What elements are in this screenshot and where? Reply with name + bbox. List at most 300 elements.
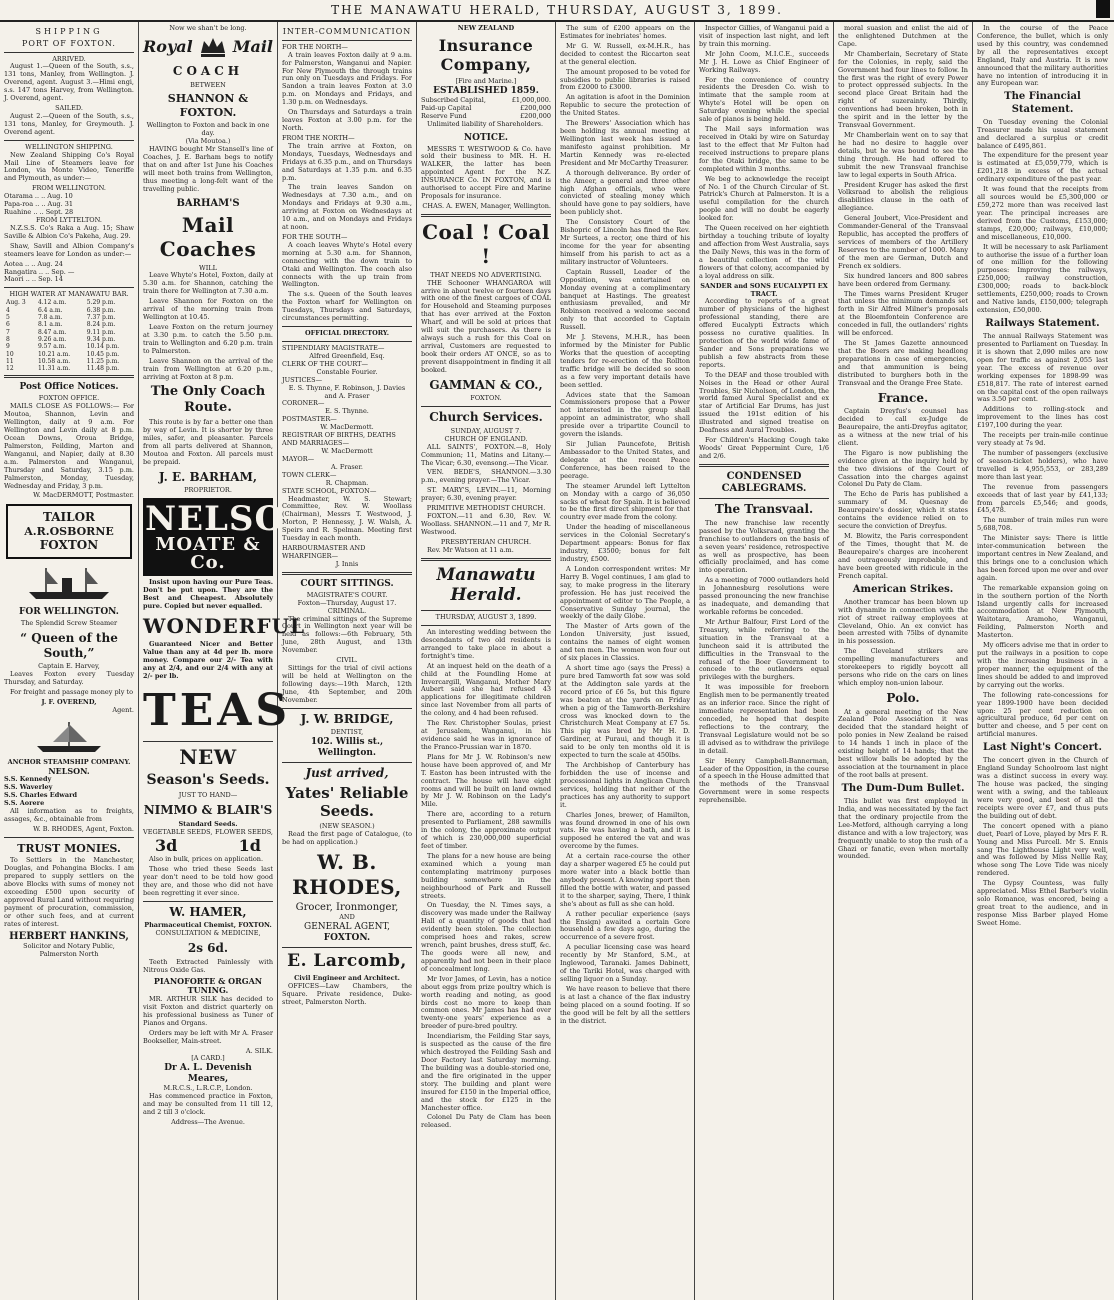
c8-article-18: The Gypsy Countess, was fully appreciated. Miss Ethel Barber's violin solo Romance, was encored, being a great treat to the audience, and in response Miss Barber played Home Sweet Home. [977, 879, 1108, 927]
catalogue-text: Read the first page of Catalogue, (to be had on application.) [282, 830, 412, 847]
steamship-icon [4, 563, 134, 603]
c5-article-11: Sir Julian Pauncefote, British Ambassador to the United States, and delegate at the recent Peace Conference, has been raised to the peerage. [560, 440, 690, 480]
nimmo-blair: NIMMO & BLAIR'S [143, 803, 273, 817]
c7-article-7: The Times warns President Kruger that unless the minimum demands set forth in Sir Alfred Milner's proposals at the Bloemfontein Conference are conceded in full, the outlanders' rights will be enforced. [838, 289, 968, 338]
tide-cell: 6.38 p.m. [86, 306, 116, 314]
primitive-heading: PRIMITIVE METHODIST CHURCH. [426, 504, 546, 513]
thursday-text: On Thursdays and Saturdays a train leaves Foxton at 3.00 p.m. for the North. [282, 108, 412, 132]
tide-cell: 10.45 p.m. [86, 350, 120, 358]
article-8: Mr Ivor James, of Levin, has a notice about eggs from prize poultry which is worth reading and noting, as good birds cost no more to keep than common ones. Mr James has had over twenty-one years' experience as a breeder of pure-bred poultry. [421, 974, 551, 1031]
rhodes-foxton: FOXTON. [323, 933, 371, 944]
c7-article-14: The Cleveland strikers are compelling manufacturers and storekeepers to rigidly boycott all persons who ride on the cars on lines which employ non-union labour. [838, 647, 968, 687]
proprietor-word: PROPRIETOR. [184, 486, 232, 495]
tide-cell: 8.24 p.m. [86, 321, 116, 329]
c5-article-12: The steamer Arundel left Lyttelton on Monday with a cargo of 36,050 sacks of wheat for Spain. It is believed to be the first direct shipment for that country ever made from the colony. [560, 481, 690, 522]
dumdum-heading: The Dum-Dum Bullet. [841, 782, 965, 794]
tide-cell: 10.21 a.m. [37, 350, 71, 358]
tide-cell: 8 [6, 335, 10, 343]
tailor-line-2: A.R.OSBORNE [24, 525, 114, 539]
c5-article-14: A London correspondent writes: Mr Harry B. Vogel continues, I am glad to say, to make progress in the literary profession. He has just received the appointment of editor to The People, a Conservative Sunday journal, the weekly of the daily Globe. [560, 564, 690, 621]
c8-article-8: The receipts per train-mile continue very steady at 7s 9d. [977, 431, 1108, 448]
capital-cell: Reserve Fund [421, 111, 467, 120]
tide-row [4, 329, 134, 336]
railways-heading: Railways Statement. [985, 317, 1100, 329]
column-6 [695, 22, 834, 1300]
insurance-heading: Insurance Company, [438, 35, 534, 75]
tide-cell: Aug. 3 [6, 299, 26, 307]
tide-cell: 11.48 p.m. [86, 365, 120, 373]
hamer-name: W. HAMER, [169, 904, 247, 919]
postmaster-signature: W. MacDERMOTT, Postmaster. [33, 491, 134, 500]
leave-3: Leave Foxton on the return journey at 3.30 p.m. to catch the 5.50 p.m. train to Wellington and 6.20 p.m. train to Palmerston. [143, 323, 273, 355]
civil-text: Sittings for the trial of civil actions will be held at Wellington on the following days:—19th March, 12th June, 4th September, and 20th November. [282, 664, 412, 704]
coach-word: COACH [172, 63, 244, 78]
ship-list-1 [4, 193, 134, 217]
tide-cell: 5 [6, 313, 10, 321]
leave-1: Leave Whyte's Hotel, Foxton, daily at 5.30 a.m. for Shannon, catching the train there for Wellington at 7.30 a.m. [143, 271, 273, 296]
c6-article-11: As a meeting of 7000 outlanders held in Johannesburg resolutions were passed pronouncing the new franchise as inadequate, and demanding that workable reforms be conceded. [699, 576, 829, 616]
route-sub: Wellington to Foxton and back in one day. [146, 121, 270, 138]
presb-heading: PRESBYTERIAN CHURCH. [440, 537, 532, 546]
article-3: The Rev. Christopher Soulas, priest at Jerusalem, Wanganui, in his evidence said he was in ignorance of the Franco-Prussian war in 1870. [421, 719, 551, 751]
town-clerk-label: TOWN CLERK— [282, 470, 337, 479]
france-heading: France. [877, 390, 929, 405]
c5-article-9: Mr J. Stevens, M.H.R., has been informed by the Minister for Public Works that the question of accepting tenders for re-erection of the Rollton traffic bridge will be decided so soon as a few very important details have been settled. [560, 333, 690, 389]
c8-article-9: The number of passengers (exclusive of season-ticket holders), who have travelled is 4,955,553, or 283,289 more than last year. [977, 448, 1108, 481]
nelson-heading: NELSON. [48, 765, 90, 776]
foxton-date: Foxton—Thursday, August 17. [297, 598, 397, 607]
tide-cell: 10.14 p.m. [86, 343, 120, 351]
larcomb-sub: Civil Engineer and Architect. [294, 973, 400, 982]
presb-text: Rev. Mr Watson at 11 a.m. [427, 545, 514, 554]
piano-heading: PIANOFORTE & ORGAN TUNING. [153, 975, 263, 996]
anchor-ships [4, 776, 134, 808]
c7-article-16: This bullet was first employed in India, and was necessitated by the fact that the ordinary projectile from the Lee-Metford, although carrying a long distance and with a low trajectory, was frequently unable to stop the rush of a Ghazi or fanatic, even when mortally wounded. [838, 796, 968, 861]
tide-cell: 9 [6, 343, 10, 351]
c7-article-4: President Kruger has asked the first Volksraad to abolish the religious disabilities clause in the oath of allegiance. [838, 180, 968, 213]
c8-article-5: It will be necessary to ask Parliament to authorise the issue of a further loan of one million for the following purposes: Improving the railways, £250,000; railway construction, £300,000; roads to back-block settlements, £250,000; roads to Crown and Native lands, £150,000; telegraph extension, £50,000. [977, 242, 1108, 314]
c7-article-5: General Joubert, Vice-President and Commander-General of the Transvaal Republic, has accepted the proffers of services of members of the Artillery Reserves to the number of 1000. Many of the men are German, Dutch and French ex soldiers. [838, 214, 968, 270]
tide-cell: 8.47 a.m. [37, 328, 67, 336]
c8-article-3: The expenditure for the present year is estimated at £5,059,779, which is £201,218 in excess of the actual ordinary expenditure of the past year. [977, 151, 1108, 184]
c5-article-2: Mr G. W. Russell, ex-M.H.R., has decided to contest the Riccarton seat at the general election. [560, 41, 690, 66]
c8-article-14: My officers advise me that in order to put the railways in a position to cope with the increasing business in a proper manner, the equipment of the lines should be added to and improved by carrying out the works. [977, 641, 1108, 689]
coroner-label: CORONER— [282, 399, 325, 408]
devenish-text: Has commenced practice in Foxton, and may be consulted from 11 till 12, and 2 till 3 o'clock. [143, 1092, 273, 1117]
veg-price: 3d [155, 836, 178, 856]
c8-article-13: The remarkable expansion going on in the southern portion of the North Island urgently calls for increased accommodation at New Plymouth, Waitotara, Aramoho, Wanganui, Feilding, Palmerston North and Masterton. [977, 583, 1108, 640]
ship-list-2 [4, 261, 134, 285]
tide-cell: 12 [6, 365, 14, 373]
c5-article-10: Advices state that the Samoan Commissioners propose that a Power not interested in the group shall appoint an administrator, who shall preside over a tripartite Council to govern the islands. [560, 390, 690, 439]
those-text: Those who tried these Seeds last year don't need to be told how good they are, and those who did not have been regretting it ever since. [143, 864, 273, 897]
postmaster-name: W. MacDermott. [320, 423, 374, 432]
school-text: Headmaster, W. S. Stewart; Committee, Rev. W. Woollass (Chairman), Messrs T. Westwood, J. Morton, P. Hennessy, J. W. Walsh, A. Speirs and R. Spelman. Meeting first Tuesday in each month. [282, 494, 412, 543]
anchor-text: All information as to freights, assages, &c., obtainable from [4, 807, 134, 823]
herald-date: THURSDAY, AUGUST 3, 1899. [435, 613, 537, 622]
c8-article-15: The following rate-concessions for year 1899-1900 have been decided upon: 25 per cent reduction on agricultural produce, 6d per cent on butter and cheese, and 5 per cent on artificial manures. [977, 690, 1108, 739]
captain: Captain E. Harvey, [38, 662, 100, 671]
south-heading: FOR THE SOUTH— [282, 232, 348, 241]
capital-cell: £200,000 [519, 111, 551, 120]
crown-icon [198, 35, 228, 59]
england-heading: CHURCH OF ENGLAND. [444, 434, 528, 443]
clerk-label: CLERK OF THE COURT— [282, 359, 368, 368]
mayor-name: A. Fraser. [331, 462, 363, 471]
coal-heading: Coal ! Coal ! [422, 219, 550, 269]
school-label: STATE SCHOOL, FOXTON— [282, 486, 377, 495]
nz-heading: NEW ZEALAND [457, 24, 515, 32]
silk-text: MR. ARTHUR SILK has decided to visit Foxton and district quarterly on his professional business as Tuner of Pianos and Organs. [143, 995, 273, 1027]
wonderful-word: WONDERFUL [143, 613, 306, 638]
consult-price: 2s 6d. [187, 941, 229, 956]
between-word: BETWEEN [190, 80, 226, 89]
c6-article-5: We beg to acknowledge the receipt of No. 1 of the Church Circular of St. Patrick's Church at Palmerston. It is a useful compilation for the church people and will no doubt be eagerly looked for. [699, 174, 829, 223]
orders-text: Orders may be left with Mr A. Fraser Bookseller, Main-street. [143, 1028, 273, 1045]
c7-article-2: Mr Chamberlain, Secretary of State for the Colonies, in reply, said the Government had four lines to follow. In the first was the right of every Power to protect oppressed subjects. In the second place Great Britain had the right of suzerainty. Thirdly, conventions had been broken, both in the spirit and in the letter by the Transvaal Government. [838, 49, 968, 130]
tide-cell: 9.34 p.m. [86, 335, 116, 343]
concert-heading: Last Night's Concert. [983, 742, 1102, 754]
c6-article-1: Inspector Gillies, of Wanganui paid a visit of inspection last night, and left by train this morning. [699, 24, 829, 48]
flower-label: FLOWER SEEDS, [215, 827, 273, 836]
standard-seeds: Standard Seeds. [178, 819, 238, 828]
coal-text: THE Schooner WHANGAROA will arrive in about twelve or fourteen days with one of the finest cargoes of COAL for Household and Steaming purposes that has ever arrived at the Foxton Wharf, and will be sold at prices that will suit the purchasers. As there is always such a rush for this Coal on arrival, Customers are requested to book their orders AT ONCE, so as to prevent disappointment in finding it all booked. [421, 278, 551, 374]
polo-heading: Polo. [886, 690, 920, 705]
sailing-ship-icon [4, 717, 134, 757]
tide-row [4, 299, 134, 306]
c5-article-16: A short time ago (says the Press) a pure bred Tamworth fat sow was sold at the Addington sale yards at the record price of £6 5s, but this figure was beaten at the yards on Friday when a pig of the Tamworth-Berkshire cross was knocked down to the Christchurch Meat Company at £7 5s. This pig was bred by Mr H. D. Gardiner, at Puraui, and though it is said to be only ten months old it is expected to turn the scale at 450lbs. [560, 663, 690, 760]
arrived-text: August 1.—Queen of the South, s.s., 131 tons, Manley, from Wellington. J. Overend, agent. August 3.—Himi engi, s.s. 147 tons Harvey, from Wellington. J. Overend, agent. [4, 62, 134, 103]
sander-heading: SANDER and SONS EUCALYPTI EX TRACT. [700, 281, 828, 298]
just-arrived: Just arrived, [305, 766, 389, 781]
leaves-text: Leaves Foxton every Tuesday Thursday, and Saturday. [4, 670, 134, 687]
tide-cell: 10.58 a.m. [37, 357, 71, 365]
via-text: (Via Moutoa.) [185, 137, 231, 146]
anchor-ship-entry: S.S. Charles Edward [4, 791, 78, 800]
c8-article-12: The Minister says: There is little inter-communication between the important centres in New Zealand, and this brings one to a conclusion which has been forced upon me over and over again. [977, 534, 1108, 582]
column-7 [834, 22, 973, 1300]
card-label: [A CARD.] [191, 1054, 225, 1063]
mail-word: Mail [232, 37, 273, 57]
trust-heading: TRUST MONIES. [17, 841, 121, 855]
all-saints: ALL SAINTS', FOXTON.—8, Holy Communion; 11, Matins and Litany.—The Vicar; 6.30, evensong.—The Vicar. [421, 442, 551, 467]
financial-heading: The Financial Statement. [1004, 91, 1081, 115]
c6-article-3: For the convenience of country residents the Dresden Co. wish to intimate that the sample room at Whyte's Hotel will be open on Saturday evening while the special sale of pianos is being held. [699, 75, 829, 124]
tide-cell: 7.37 p.m. [86, 313, 116, 321]
mail-coaches: Mail Coaches [159, 212, 257, 262]
tide-cell: 4 [6, 306, 10, 314]
tide-cell: 5.29 p.m. [86, 299, 116, 307]
tide-cell: 9.26 a.m. [37, 335, 67, 343]
postmaster-label: POSTMASTER— [282, 415, 337, 424]
c8-article-2: On Tuesday evening the Colonial Treasurer made his usual statement and declared a surplus or credit balance of £495,861. [977, 117, 1108, 150]
tide-row [4, 343, 134, 350]
unlimited-text: Unlimited liability of Shareholders. [427, 119, 544, 128]
c8-article-10: The revenue from passengers exceeds that of last year by £41,133; from parcels £5,546; and goods, £45,478. [977, 482, 1108, 515]
strikes-heading: American Strikes. [852, 583, 954, 595]
c8-article-1: In the course of the Peace Conference, the bullet, which is only used by this country, was condemned by all the representatives except England, Italy and Austria. It is now announced that the military authorities have no intention of introducing it in any European war. [977, 24, 1108, 88]
c7-article-1: moral suasion and enlist the aid of the enlightened Dutchmen at the Cape. [838, 24, 968, 48]
c6-article-2: Mr John Coom, M.I.C.E., succeeds Mr J. H. Lowe as Chief Engineer of Working Railways. [699, 49, 829, 74]
nelson-text: Insist upon having our Pure Teas. Don't be put upon. They are the Best and Cheapest. Absolutely pure. Copied but never equalled. [143, 578, 273, 611]
mayor-label: MAYOR— [282, 454, 315, 463]
article-7: On Tuesday, the N. Times says, a discovery was made under the Railway Hall of a quantity of goods that had evidently been stolen. The collection comprised hoes and rakes, screw wrench, paint brushes, dress stuff, &c. The goods were all new, and apparently had not been in their place of concealment long. [421, 901, 551, 973]
article-5: There are, according to a return presented to Parliament, 288 sawmills in the colony, the approximate output of which is 230,000,000 superficial feet of timber. [421, 810, 551, 850]
bulk-text: Also in bulk, prices on application. [149, 854, 264, 863]
article-4: Plans for Mr J. W. Robinson's new house have been approved of, and Mr T. Easton has been intrusted with the contract. The house will have eight rooms and will be built on land owned by Mr J. W. Robinson on the Lady's Mile. [421, 752, 551, 809]
marys: ST. MARY'S, LEVIN.—11, Morning prayer; 6.30, evening prayer. [421, 486, 551, 503]
new-word: NEW [179, 744, 237, 769]
sailed-text: August 2.—Queen of the South, s.s., 131 tons, Manley, for Greymouth. J. Overend agent. [4, 111, 134, 136]
stipendiary-label: STIPENDIARY MAGISTRATE— [282, 344, 385, 353]
c7-article-10: The Figaro is now publishing the evidence given at the inquiry held by the two divisions of the Court of Cassation into the charges against Colonel Du Paty de Clam. [838, 448, 968, 489]
only-coach-route: The Only Coach Route. [150, 384, 266, 416]
moate-word: MOATE & Co. [155, 534, 261, 574]
tailor-line-1: TAILOR [42, 510, 96, 525]
gamman-foxton: FOXTON. [470, 394, 502, 403]
tide-cell: 8.1 a.m. [37, 321, 63, 329]
dentist-label: DENTIST, [330, 728, 364, 737]
port-heading: PORT OF FOXTON. [22, 38, 116, 48]
c5-article-8: Captain Russell, Leader of the Opposition, was entertained on Monday evening at a complimentary banquet at Hastings. The greatest enthusiasm prevailed, and Mr Robinson received a welcome second only to that accorded to Captain Russell. [560, 267, 690, 332]
royal-word: Royal [143, 37, 193, 57]
c7-article-11: The Echo de Paris has published a summary of M. Quesnay de Beaurepaire's dossier, which it states contains the evidence relied on to secure the conviction of Dreyfus. [838, 490, 968, 531]
c8-article-7: Additions to rolling-stock and improvement to the lines has cost £197,100 during the year. [977, 405, 1108, 430]
c6-article-8: To the DEAF and those troubled with Noises in the Head or other Aural Troubles, Sir Nicholson, of London, the world famed Aural Specialist and ex star of Artificial Ear Drums, has just issued the 191st edition of his illustrated and signed treatise on Deafness and Aural Troubles. [699, 370, 829, 435]
leave-4: Leave Shannon on the arrival of the train from Wellington at 6.20 p.m., arriving at Foxton at 8 p.m. [143, 356, 273, 381]
lyttelton-heading: FROM LYTTELTON. [36, 216, 102, 225]
c5-article-18: Charles Jones, brewer, of Hamilton, was found drowned in one of his own vats. He was having a bath, and it is supposed he entered the vat and was overcome by the fumes. [560, 810, 690, 851]
rhodes-big: W. B. RHODES, [292, 850, 402, 899]
criminal-text: The criminal sittings of the Supreme Court in Wellington next year will be held as follows:—6th February, 5th June, 28th August, and 13th November. [282, 614, 412, 655]
bedes: VEN. BEDE'S, SHANNON.—3.30 p.m., evening prayer.—The Vicar. [421, 468, 551, 485]
from-north-heading: FROM THE NORTH— [282, 133, 355, 142]
tide-row [4, 358, 134, 365]
harbour-label: HARBOURMASTER AND WHARFINGER— [282, 544, 366, 560]
devenish-name: Dr A. L. Devenish Meares, [164, 1063, 252, 1085]
only-text: This route is by far a better one than by way of Levin. It is shorter by three miles, safer, and pleasanter. Parcels from all parts delivered at Shannon, Moutoa and Foxton. All parcels must be prepaid. [143, 418, 273, 466]
c8-article-4: It was found that the receipts from all sources would be £5,300,000 or £59,272 more than was received last year. The principal increases are derived from the Customs, £153,000; stamps, £20,000; railways, £10,000; and miscellaneous, £10,000. [977, 185, 1108, 241]
tide-row [4, 351, 134, 358]
c5-article-19: At a certain race-course the other day a sharper wagered £5 he could put more water into a black bottle than anybody present. A knowing sport then filled the bottle with water, and passed it to the sharper, saying, There, I think she's about as full as she can hold. [560, 852, 690, 908]
notice-text: MESSRS T. WESTWOOD & Co. have sold their business to MR. H. H. WALKER, the latter has been appointed Agent for the N.Z. INSURANCE Co. IN FOXTON, and is authorised to accept Fire and Marine Proposals for insurance. [421, 144, 551, 201]
tide-cell: 6 [6, 321, 10, 329]
c6-article-13: It was impossible for freeborn English men to be permanently treated as an inferior race. Since the right of immediate representation had been conceded, he hoped that despite reflections to the contrary, the Transvaal Legislature would not be so ill advised as to withdraw the privilege in detail. [699, 683, 829, 755]
queen-of-south: “ Queen of the South,” [20, 630, 118, 660]
flower-price: 1d [238, 836, 261, 856]
for-wellington: FOR WELLINGTON. [19, 607, 119, 618]
trust-text: To Settlers in the Manchester, Douglas, and Pohangina Blocks. I am prepared to supply settlers on the above Blocks with sums of money not exceeding £500 upon security of approved Rural Land without requiring payment of procuration, commission, or other such fees, and at current rates of interest. [4, 856, 134, 928]
tide-cell: 11 [6, 357, 14, 365]
stipendiary-name: Alfred Greenfield, Esq. [309, 351, 385, 360]
registrar-label: REGISTRAR OF BIRTHS, DEATHS AND MARRIAGES— [282, 431, 396, 448]
queen-text: The s.s. Queen of the South leaves the Foxton wharf for Wellington on Tuesdays, Thursdays and Saturdays, circumstances permitting. [282, 290, 412, 323]
yates-seeds: Yates' Reliable Seeds. [285, 783, 409, 821]
tailor-badge [6, 504, 132, 559]
tailor-line-3: FOXTON [39, 538, 99, 553]
church-heading: Church Services. [429, 410, 543, 425]
herald-title: Manawatu Herald. [436, 564, 536, 606]
column-8 [973, 22, 1112, 1300]
c6-article-10: The new franchise law recently passed by the Volksraad, granting the franchise to outlanders on the basis of a seven years' residence, retrospective as well as prospective, has been officially proclaimed, and has come into operation. [699, 518, 829, 575]
wellington-text: New Zealand Shipping Co's Royal Mail Line of Steamers leave for London, via Monte Video, Teneriffe and Plymouth, as under:— [4, 150, 134, 183]
justices-label: JUSTICES— [282, 375, 323, 384]
column-5 [556, 22, 695, 1300]
corner-mark [1096, 0, 1110, 18]
larcomb-text: OFFICES—Law Chambers, the Square. Private residence, Duke-street, Palmerston North. [282, 981, 412, 1006]
c5-article-4: An agitation is afoot in the Dominion Republic to secure the protection of the United States. [560, 93, 690, 118]
c8-article-11: The number of train miles run were 5,688,708. [977, 516, 1108, 533]
rhodes-agent: W. B. RHODES, Agent, Foxton. [33, 824, 134, 833]
ewen-signature: CHAS. A. EWEN, Manager, Wellington. [422, 201, 551, 210]
article-6: The plans for a new house are being examined which a young man contemplating matrimony purposes building somewhere in the neighbourhood of Park and Russell streets. [421, 851, 551, 900]
c7-article-6: Six hundred lancers and 800 sabres have been ordered from Germany. [838, 271, 968, 288]
tide-row [4, 321, 134, 328]
tide-cell: 6.4 a.m. [37, 306, 63, 314]
tide-row [4, 307, 134, 314]
c5-article-13: Under the heading of miscellaneous services in the Colonial Secretary's Department appears: Bonus for flax industry, £3500; bonus for felt industry, £500. [560, 523, 690, 563]
c6-article-14: Sir Henry Campbell-Bannerman, Leader of the Opposition, in the course of a speech in the House admitted that the methods of the Transvaal Government were in some respects reprehensible. [699, 756, 829, 805]
ship-entry: Otarama .. .. Aug. 10 [4, 192, 73, 201]
agent-name: J. F. OVEREND, [41, 697, 97, 706]
c7-article-15: At a general meeting of the New Zealand Polo Association it was decided that the standard height of polo ponies in New Zealand be raised to 14 hands 1 inch in place of the existing height of 14 hands; that the best willow balls be adopted by the association at the tournament in place of the root balls at present. [838, 707, 968, 779]
wellington-heading: WELLINGTON SHIPPING. [25, 142, 113, 151]
column-4 [417, 22, 556, 1300]
wonderful-text: Guaranteed Nicer and Better Value than any at 4d per lb. more money. Compare our 2/- Tea with any at 2/4, and our 2/4 with any at 2/- per lb. [143, 640, 273, 681]
c7-article-3: Mr Chamberlain went on to say that he had no desire to haggle over details, but he was bound to see the thing through. He had offered to submit the new Transvaal franchise law to legal experts in South Africa. [838, 130, 968, 179]
ship-entry: Rangatira .. .. Sep. — [4, 267, 75, 276]
north-heading: FOR THE NORTH— [282, 42, 348, 51]
tide-cell: 7.8 a.m. [37, 313, 63, 321]
consult-label: CONSULTATION & MEDICINE, [155, 929, 261, 938]
c6-article-12: Mr Arthur Balfour, First Lord of the Treasury, while referring to the situation in the Transvaal at a luncheon said it is attributed the difficulties in the Transvaal to the refusal of the Boer Government to concede to the outlanders equal privileges with the burghers. [699, 617, 829, 682]
mails-text: MAILS CLOSE AS FOLLOWS:— For Moutoa, Shannon, Levin and Wellington, daily at 9 a.m. For Wellington and Levin daily at 8 p.m. Ocean Downs, Oroua Bridge, Palmerston, Feilding, Marton and Wanganui, and Napier, daily at 8.30 a.m. Palmerston and Wanganui, Thursday and Saturday, 3.15 p.m. Palmerston, Monday, Tuesday, Wednesday and Friday, 3 p.m. [4, 402, 134, 490]
tide-cell: 4.12 a.m. [37, 299, 67, 307]
tide-row [4, 365, 134, 372]
tide-cell: 11.31 a.m. [37, 365, 71, 373]
established: ESTABLISHED 1859. [433, 85, 539, 96]
proprietor-name: J. E. BARHAM, [158, 469, 258, 484]
harbour-name: J. Innis [335, 559, 359, 568]
arrived-heading: ARRIVED. [52, 54, 86, 63]
c6-article-9: For Children's Hacking Cough take Woods' Great Peppermint Cure, 1/6 and 2/6. [699, 436, 829, 460]
nelson-ad [143, 498, 318, 576]
capital-cell: Subscribed Capital, [421, 95, 486, 104]
masthead-title: THE MANAWATU HERALD, THURSDAY, AUGUST 3, 1899. [331, 3, 783, 17]
top-line: Now we shan't be long. [169, 24, 247, 32]
c5-article-17: The Archbishop of Canterbury has forbidden the use of incense and processional lights in Anglican Church services, holding that neither of the practices has any authority to support it. [560, 761, 690, 809]
agent-word: Agent. [112, 705, 134, 714]
hankins-name: HERBERT HANKINS, [9, 930, 129, 942]
tide-cell: 11.25 p.m. [86, 357, 120, 365]
article-1: An interesting wedding between the descendants of two old residents is arranged to take place in about a fortnight's time. [421, 628, 551, 660]
tide-table [4, 299, 134, 372]
sunday-date: SUNDAY, AUGUST 7. [450, 426, 522, 435]
c7-article-9: Captain Dreyfus's counsel has decided to call ex-Judge de Beaurepaire, the anti-Dreyfus agitator, as a witness at the new trial of his client. [838, 407, 968, 447]
capital-cell: £1,000,000. [511, 95, 551, 104]
from-wellington: FROM WELLINGTON. [32, 184, 106, 193]
larcomb-name: E. Larcomb, [287, 951, 407, 971]
silk-signature: A. SILK. [245, 1046, 273, 1055]
cables-heading: CONDENSED CABLEGRAMS. [721, 470, 807, 495]
ship-entry: Papa-roa .. .. Aug. 31 [4, 200, 73, 209]
notice-heading: NOTICE. [463, 132, 509, 143]
freight-text: For freight and passage money ply to [10, 687, 134, 696]
devenish-sub: M.R.C.S., L.R.C.P., London. [163, 1084, 253, 1093]
article-9: Incendiarism, the Feilding Star says, is suspected as the cause of the fire which destroyed the Feilding Sash and Door Factory last Saturday morning. The building was a double-storied one, and the fire originated in the upper story. The building and plant were insured for £150 in the Imperial office, and the stock for £125 in the Manchester office. [421, 1032, 551, 1112]
transvaal-heading: The Transvaal. [714, 502, 814, 517]
grocer-label: Grocer, Ironmonger, [295, 901, 399, 913]
ship-entry: Aotea .. .. Aug. 24 [4, 259, 63, 268]
criminal-label: CRIMINAL. [327, 606, 367, 615]
chemist-title: Pharmaceutical Chemist, FOXTON. [144, 921, 272, 930]
c5-article-21: A peculiar licensing case was heard recently by Mr Stanford, S.M., at Inglewood, Taranaki. James Dabinett, of the Tariki Hotel, was charged with selling liquor on a Sunday. [560, 943, 690, 984]
new-season: (NEW SEASON.) [319, 822, 375, 831]
justices-names: E. S. Thynne, F. Robinson, J. Davies and A. Fraser [288, 383, 406, 400]
post-office-heading: Post Office Notices. [19, 382, 119, 393]
c5-article-15: The Master of Arts gown of the London University, just issued, contains the names of eight women and ten men. The women won four out of six places in Classics. [560, 622, 690, 663]
tide-cell: 9.11 p.m. [86, 328, 116, 336]
general-agent: GENERAL AGENT, [304, 922, 390, 933]
capital-cell: Paid-up Capital [421, 103, 472, 112]
mag-court: MAGISTRATE'S COURT. [306, 590, 388, 599]
c6-article-4: The Mail says information was received in Otaki by wire on Saturday last to the effect that Mr Fulton had received instructions to prepare plans for the Otaki bridge, the same to be completed within 3 months. [699, 125, 829, 173]
c5-article-6: A thorough deliverance. By order of the Ameer, a general and three other high Afghan officials, who were convicted of stealing money which should have gone to pay soldiers, have been publicly shot. [560, 168, 690, 217]
coroner-name: E. S. Thynne. [325, 407, 369, 416]
tide-cell: 10 [6, 350, 14, 358]
tide-row [4, 314, 134, 321]
splendid-steamer: The Splendid Screw Steamer [20, 619, 118, 628]
address: Address—The Avenue. [171, 1118, 245, 1127]
inter-heading: INTER-COMMUNICATION [282, 27, 412, 36]
anchor-ship-entry: S.S. Waverley [4, 783, 53, 792]
c8-article-16: The concert given in the Church of England Sunday Schoolroom last night was a distinct success in every way. The house was packed, the singing went with a swing, and the tableaux were very good, and best of all the receipts were over £7, and thus puts the building out of debt. [977, 756, 1108, 820]
having-text: HAVING bought Mr Stansell's line of Coaches, J. E. Barham begs to notify that on and after 1st June his Coaches will meet both trains from Wellington, thus meeting a long-felt want of the travelling public. [143, 145, 273, 193]
civil-label: CIVIL. [336, 656, 358, 665]
tide-row [4, 336, 134, 343]
town-clerk-name: R. Chapman. [325, 478, 369, 487]
c5-article-7: The Consistory Court of the Bishopric of Lincoln has fined the Rev. Mr Surtees, a rector, one third of his income for the year for absenting himself from his parish to act as a military instructor of Volunteers. [560, 218, 690, 266]
barham-heading: BARHAM'S [176, 197, 240, 209]
route-title: SHANNON & FOXTON. [167, 92, 249, 119]
registrar-name: W. MacDermott [321, 447, 373, 455]
that-needs: THAT NEEDS NO ADVERTISING. [430, 270, 542, 279]
sailed-heading: SAILED. [55, 104, 83, 113]
primitive-text: FOXTON.—11 and 6.30, Rev. W. Woollass. SHANNON.—11 and 7, Mr R. Westwood. [421, 512, 551, 536]
ship-entry: Ruahine .. .. Sept. 28 [4, 208, 74, 217]
shipping-heading: SHIPPING [35, 27, 103, 36]
capital-cell: £200,000 [519, 103, 551, 112]
fire-marine: [Fire and Marine.] [455, 76, 517, 85]
c5-article-5: The Brewers' Association which has been holding its annual meeting at Wellington last week has issued a manifesto against prohibition. Mr Martin Kennedy was re-elected President and Mr McCarthy Treasurer. [560, 119, 690, 167]
c8-article-6: The annual Railways Statement was presented to Parliament on Tuesday. In it is shown that 2,090 miles are now open for traffic as against 2,055 last year. The excess of revenue over working expenses for 1898-99 was £518,817. The rate of interest earned on the capital cost of the open railways was 3.50 per cent. [977, 332, 1108, 404]
c6-article-6: The Queen received on her eightieth birthday a touching tribute of loyalty and affection from West Australia, says the Daily News, this was in the form of a beautiful collection of the wild flowers of that colony, accompanied by a loyal address on silk. [699, 224, 829, 280]
article-2: At an inquest held on the death of a child at the Foundling Home at Invercargill, Wanganui, Mother Mary Aubert said she had refused 43 applications for illegitimate children since last November from all parts of the colony, and 4 had been refused. [421, 661, 551, 718]
c5-article-22: We have reason to believe that there is at last a chance of the flax industry being placed on a sound footing. If so the good will be felt by all the settlers in the district. [560, 984, 690, 1025]
c7-article-8: The St James Gazette announced that the Boers are making headlong preparations in case of emergencies, and that ammunition is being distributed to burghers both in the Transvaal and the Orange Free State. [838, 339, 968, 387]
clerk-name: Constable Fourier. [316, 367, 378, 376]
foxton-office: FOXTON OFFICE. [38, 394, 100, 403]
c6-article-7: According to reports of a great number of physicians of the highest professional standing, there are offered Eucalypti Extracts which possess no curative qualities. In protection of the world wide fame of Sander and Sons preparations we publish a few abstracts from these reports. [699, 297, 829, 369]
nelson-word: NELSON [145, 499, 318, 540]
court-heading: COURT SITTINGS. [300, 578, 394, 589]
bridge-address: 102. Willis st., Wellington. [310, 737, 384, 759]
c8-article-17: The concert opened with a piano duet, Pearl of Love, played by Mrs F. R. Young and Miss Purcell. Mr S. Ennis sang The Lighthouse Light very well, and was followed by Miss Nellie Ray, whose song The Love Tide was nicely rendered. [977, 821, 1108, 878]
shaw-text: Shaw, Savill and Albion Company's steamers leave for London as under:— [4, 241, 134, 258]
official-heading: OFFICIAL DIRECTORY. [305, 329, 389, 338]
north-text: A train leaves Foxton daily at 9 a.m. for Palmerston, Wanganui and Napier. For New Plymouth the through trains run only on Tuesdays and Fridays. For Sandon a train leaves Foxton at 3.0 p.m. on Mondays and Fridays, and 1.30 p.m. on Wednesdays. [282, 50, 412, 107]
teas-word: TEAS [143, 684, 292, 736]
